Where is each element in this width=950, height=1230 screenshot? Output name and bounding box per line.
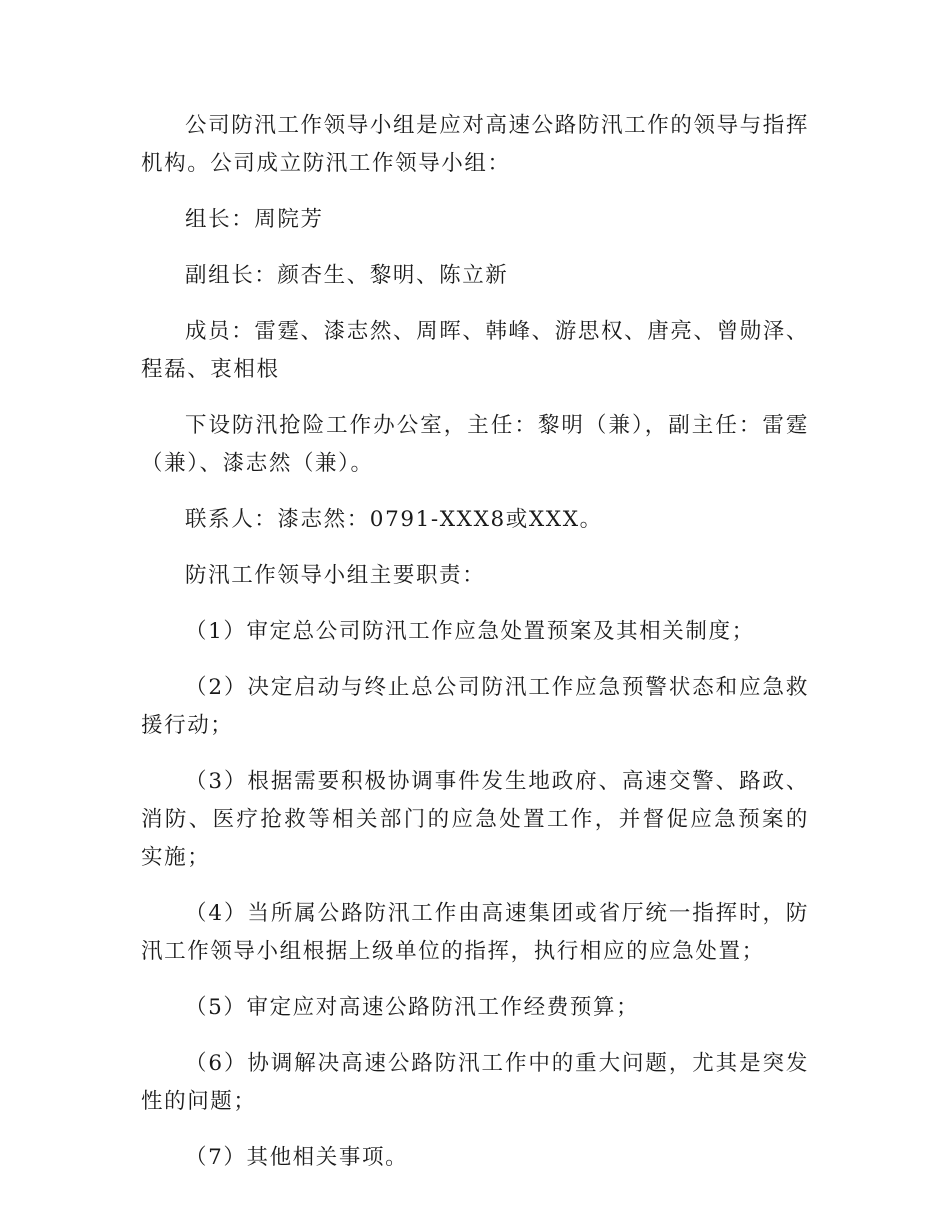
intro-paragraph: 公司防汛工作领导小组是应对高速公路防汛工作的领导与指挥机构。公司成立防汛工作领导小组：: [141, 113, 809, 176]
group-leader-line: 组长：周院芳: [185, 207, 324, 232]
members-paragraph: 成员：雷霆、漆志然、周晖、韩峰、游思权、唐亮、曾勋泽、程磊、衷相根: [141, 319, 809, 382]
document-body: [141, 107, 809, 1177]
duty-item-1: （1）审定总公司防汛工作应急处置预案及其相关制度；: [185, 619, 755, 644]
contact-line: 联系人：漆志然：0791-XXX8或XXX。: [185, 507, 603, 532]
duty-item-4: （4）当所属公路防汛工作由高速集团或省厅统一指挥时，防汛工作领导小组根据上级单位的指挥，执行相应的应急处置；: [141, 901, 809, 964]
duty-item-7: （7）其他相关事项。: [185, 1145, 409, 1170]
duty-item-5: （5）审定应对高速公路防汛工作经费预算；: [185, 995, 640, 1020]
duty-item-2: （2）决定启动与终止总公司防汛工作应急预警状态和应急救援行动；: [141, 675, 809, 738]
deputy-leader-line: 副组长：颜杏生、黎明、陈立新: [185, 263, 509, 288]
office-paragraph: 下设防汛抢险工作办公室，主任：黎明（兼），副主任：雷霆（兼）、漆志然（兼）。: [141, 413, 809, 476]
duties-heading: 防汛工作领导小组主要职责：: [185, 563, 486, 588]
duty-item-6: （6）协调解决高速公路防汛工作中的重大问题，尤其是突发性的问题；: [141, 1051, 809, 1114]
duty-item-3: （3）根据需要积极协调事件发生地政府、高速交警、路政、消防、医疗抢救等相关部门的应急处置工作，并督促应急预案的实施；: [141, 769, 809, 870]
